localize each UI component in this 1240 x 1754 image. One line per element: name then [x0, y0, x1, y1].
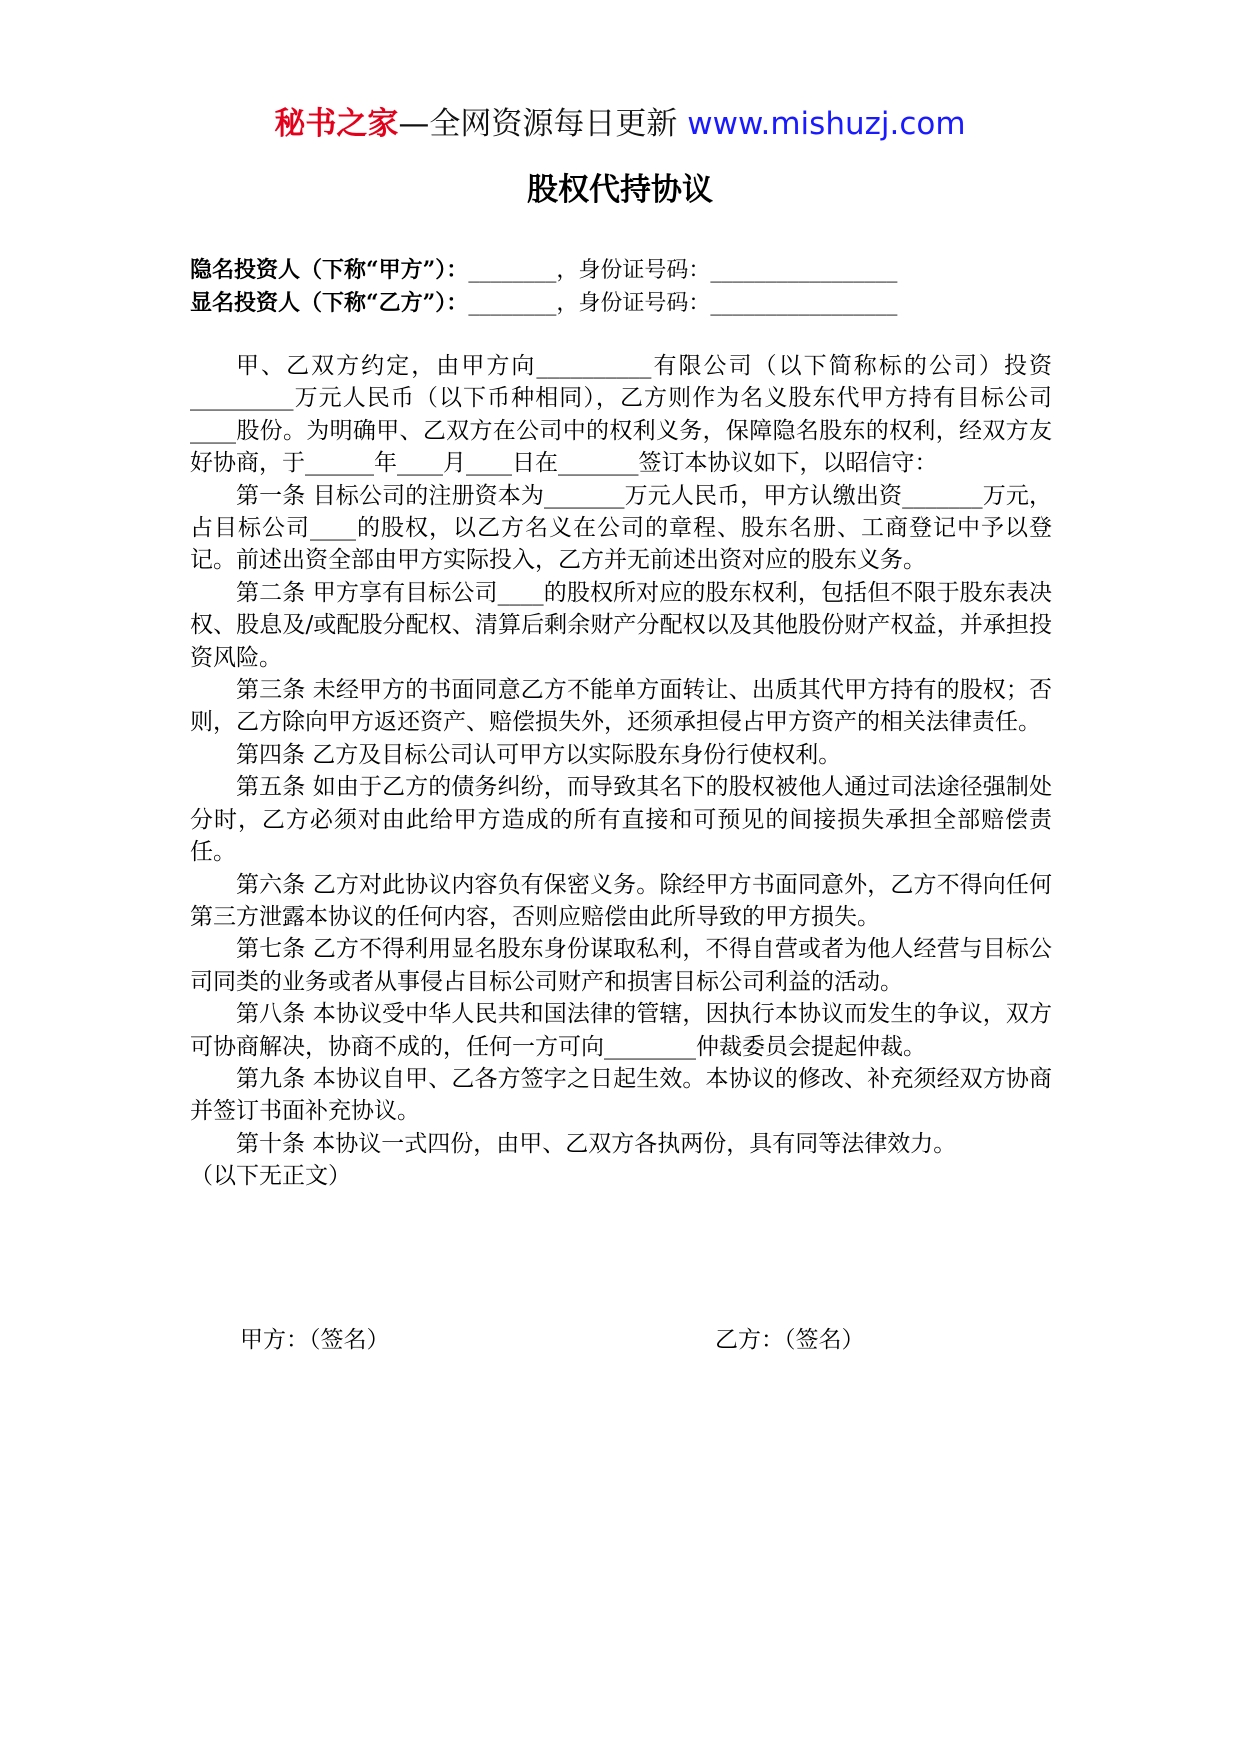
party-row-nominal-investor	[190, 287, 1070, 320]
party-label: 显名投资人（下称“乙方”）：	[190, 290, 469, 316]
site-banner	[0, 104, 1240, 144]
article-10: 第十条 本协议一式四份，由甲、乙双方各执两份，具有同等法律效力。	[236, 1130, 957, 1157]
banner-slogan: —全网资源每日更新	[398, 106, 688, 142]
signature-block	[240, 1324, 1040, 1358]
article-9: 第九条 本协议自甲、乙各方签字之日起生效。本协议的修改、补充须经双方协商并签订书面补充协议。	[190, 1065, 1052, 1125]
signature-party-a: 甲方：（签名）	[240, 1327, 390, 1353]
parties-block	[190, 254, 1070, 320]
preamble-paragraph: 甲、乙双方约定，由甲方向__________有限公司（以下简称标的公司）投资_________万元人民币（以下币种相同），乙方则作为名义股东代甲方持有目标公司____股份。为明确甲、乙双方在公司中的权利义务，保障隐名股东的权利，经双方友好协商，于______年____月____日在_______签订本协议如下，以昭信守：	[190, 353, 1052, 477]
agreement-body	[190, 350, 1052, 1193]
party-row-hidden-investor	[190, 254, 1070, 287]
article-4: 第四条 乙方及目标公司认可甲方以实际股东身份行使权利。	[236, 741, 842, 768]
banner-url-link[interactable]: www.mishuzj.com	[687, 106, 966, 142]
party-value: ________，身份证号码：_________________	[468, 291, 898, 316]
article-2: 第二条 甲方享有目标公司____的股权所对应的股东权利，包括但不限于股东表决权、股息及/或配股分配权、清算后剩余财产分配权以及其他股份财产权益，并承担投资风险。	[190, 579, 1052, 671]
article-5: 第五条 如由于乙方的债务纠纷，而导致其名下的股权被他人通过司法途径强制处分时，乙方必须对由此给甲方造成的所有直接和可预见的间接损失承担全部赔偿责任。	[190, 774, 1052, 866]
article-1: 第一条 目标公司的注册资本为_______万元人民币，甲方认缴出资_______万元，占目标公司____的股权，以乙方名义在公司的章程、股东名册、工商登记中予以登记。前述出资全部由甲方实际投入，乙方并无前述出资对应的股东义务。	[190, 482, 1052, 574]
party-value: ________，身份证号码：_________________	[468, 258, 898, 283]
article-8: 第八条 本协议受中华人民共和国法律的管辖，因执行本协议而发生的争议，双方可协商解决，协商不成的，任何一方可向________仲裁委员会提起仲裁。	[190, 1001, 1052, 1060]
article-6: 第六条 乙方对此协议内容负有保密义务。除经甲方书面同意外，乙方不得向任何第三方泄露本协议的任何内容，否则应赔偿由此所导致的甲方损失。	[190, 871, 1052, 930]
signature-party-b: 乙方：（签名）	[715, 1327, 865, 1353]
article-3: 第三条 未经甲方的书面同意乙方不能单方面转让、出质其代甲方持有的股权；否则，乙方除向甲方返还资产、赔偿损失外，还须承担侵占甲方资产的相关法律责任。	[190, 677, 1052, 736]
party-label: 隐名投资人（下称“甲方”）：	[190, 257, 469, 283]
article-7: 第七条 乙方不得利用显名股东身份谋取私利，不得自营或者为他人经营与目标公司同类的业务或者从事侵占目标公司财产和损害目标公司利益的活动。	[190, 936, 1052, 995]
document-title: 股权代持协议	[527, 172, 713, 208]
banner-brand: 秘书之家	[274, 106, 399, 142]
closing-note: （以下无正文）	[190, 1163, 351, 1190]
